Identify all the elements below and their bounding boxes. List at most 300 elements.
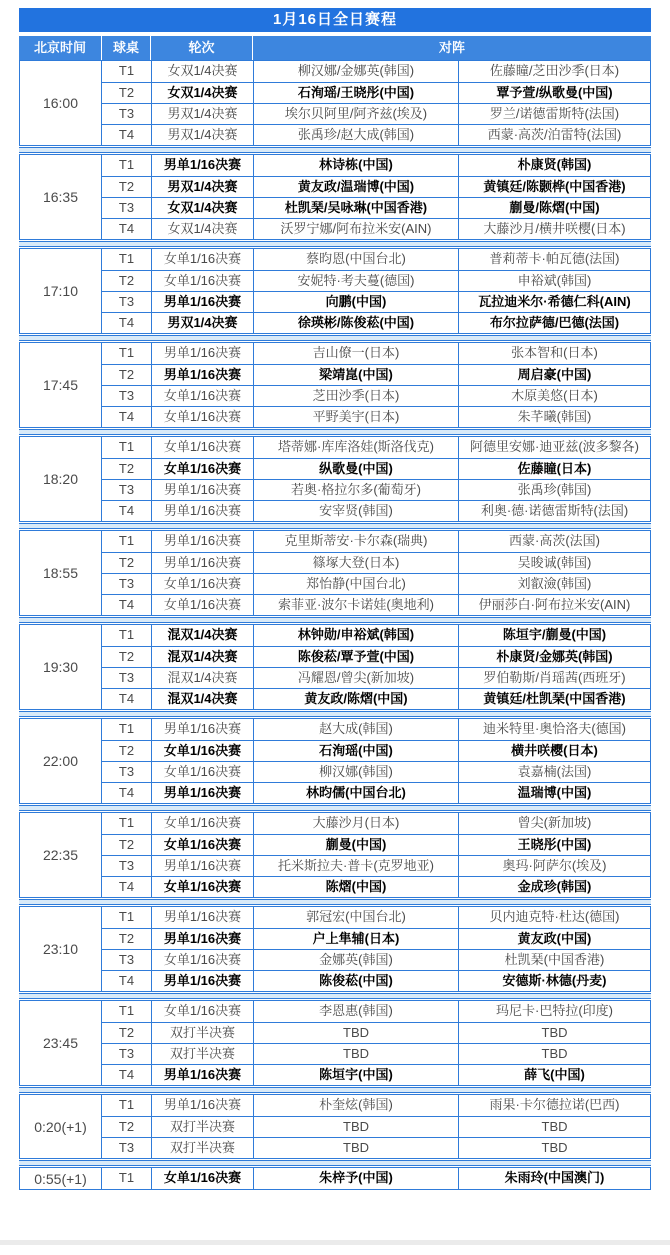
table-cell: T3 — [118, 294, 135, 309]
col-header-matchup: 对阵 — [252, 36, 651, 60]
table-cell: T3 — [118, 482, 135, 497]
match-row — [102, 907, 650, 928]
time-cell: 19:30 — [20, 625, 102, 709]
match-row — [102, 1168, 650, 1189]
match-row — [102, 291, 650, 312]
player2-cell: 普莉蒂卡·帕瓦德(法国) — [458, 249, 650, 270]
player2-cell: 周启豪(中国) — [458, 365, 650, 385]
player2-cell: 蒯曼/陈熠(中国) — [458, 198, 650, 218]
time-cell: 0:20(+1) — [20, 1095, 102, 1158]
match-row — [102, 155, 650, 176]
block-rows — [102, 343, 650, 427]
match-row — [102, 646, 650, 667]
player2-cell: 罗兰/诺德雷斯特(法国) — [458, 104, 650, 124]
player2-cell: 刘叡澰(韩国) — [458, 574, 650, 594]
table-cell: T4 — [118, 503, 135, 518]
player2-cell: 西蒙·高茨(法国) — [458, 531, 650, 552]
time-cell: 23:10 — [20, 907, 102, 991]
column-header-row — [19, 36, 651, 60]
player2-cell: 横井咲樱(日本) — [458, 741, 650, 761]
player1-cell: 朴奎炫(韩国) — [253, 1095, 458, 1116]
table-cell: T3 — [118, 200, 135, 215]
match-row — [102, 552, 650, 573]
player1-cell: 金娜英(韩国) — [253, 950, 458, 970]
match-row — [102, 688, 650, 709]
round-cell: 男单1/16决赛 — [151, 1065, 253, 1085]
round-cell: 女单1/16决赛 — [151, 950, 253, 970]
table-cell: T2 — [118, 85, 135, 100]
time-block — [19, 624, 651, 710]
player1-cell: 托米斯拉夫·普卡(克罗地亚) — [253, 856, 458, 876]
table-cell: T4 — [118, 409, 135, 424]
match-row — [102, 218, 650, 239]
match-row — [102, 855, 650, 876]
match-row — [102, 970, 650, 991]
round-cell: 女单1/16决赛 — [151, 595, 253, 615]
round-cell: 男双1/4决赛 — [151, 125, 253, 145]
player1-cell: 塔蒂娜·库库洛娃(斯洛伐克) — [253, 437, 458, 458]
round-cell: 男单1/16决赛 — [151, 907, 253, 928]
player2-cell: 朱芊曦(韩国) — [458, 407, 650, 427]
table-cell: T1 — [118, 721, 135, 736]
match-row — [102, 1137, 650, 1158]
player2-cell: 黄友政(中国) — [458, 929, 650, 949]
round-cell: 男单1/16决赛 — [151, 971, 253, 991]
player1-cell: 黄友政/温瑞博(中国) — [253, 177, 458, 197]
match-row — [102, 343, 650, 364]
round-cell: 女双1/4决赛 — [151, 219, 253, 239]
round-cell: 男单1/16决赛 — [151, 719, 253, 740]
block-rows — [102, 1168, 650, 1189]
table-cell: T4 — [118, 785, 135, 800]
player1-cell: 芝田沙季(日本) — [253, 386, 458, 406]
player2-cell: 安德斯·林德(丹麦) — [458, 971, 650, 991]
table-cell: T2 — [118, 179, 135, 194]
match-row — [102, 740, 650, 761]
player2-cell: 迪米特里·奥恰洛夫(德国) — [458, 719, 650, 740]
round-cell: 女单1/16决赛 — [151, 813, 253, 834]
table-cell: T2 — [118, 1025, 135, 1040]
match-row — [102, 1001, 650, 1022]
match-row — [102, 364, 650, 385]
table-cell: T2 — [118, 1119, 135, 1134]
player2-cell: 阿德里安娜·迪亚兹(波多黎各) — [458, 437, 650, 458]
time-block — [19, 248, 651, 334]
round-cell: 女单1/16决赛 — [151, 459, 253, 479]
player2-cell: 佐藤瞳/芝田沙季(日本) — [458, 61, 650, 82]
round-cell: 男单1/16决赛 — [151, 553, 253, 573]
player1-cell: 李恩惠(韩国) — [253, 1001, 458, 1022]
player1-cell: 陈俊菘(中国) — [253, 971, 458, 991]
round-cell: 男双1/4决赛 — [151, 104, 253, 124]
player2-cell: 瓦拉迪米尔·希德仁科(AIN) — [458, 292, 650, 312]
player2-cell: 大藤沙月/横井咲樱(日本) — [458, 219, 650, 239]
match-row — [102, 719, 650, 740]
block-rows — [102, 813, 650, 897]
col-header-round: 轮次 — [150, 36, 252, 60]
time-block — [19, 812, 651, 898]
player2-cell: 黄镇廷/杜凯琹(中国香港) — [458, 689, 650, 709]
match-row — [102, 406, 650, 427]
player2-cell: 吴晙诚(韩国) — [458, 553, 650, 573]
player1-cell: 石洵瑶(中国) — [253, 741, 458, 761]
round-cell: 男单1/16决赛 — [151, 929, 253, 949]
player1-cell: 朱梓予(中国) — [253, 1168, 458, 1189]
player2-cell: 朴康贤(韩国) — [458, 155, 650, 176]
table-cell: T4 — [118, 973, 135, 988]
match-row — [102, 949, 650, 970]
block-rows — [102, 531, 650, 615]
match-row — [102, 312, 650, 333]
player1-cell: 安妮特·考夫蔓(德国) — [253, 271, 458, 291]
block-separator — [19, 993, 651, 999]
player2-cell: 西蒙·高茨/泊雷特(法国) — [458, 125, 650, 145]
table-cell: T1 — [118, 533, 135, 548]
table-cell: T3 — [118, 670, 135, 685]
table-cell: T1 — [118, 439, 135, 454]
player1-cell: 平野美宇(日本) — [253, 407, 458, 427]
player2-cell: 温瑞博(中国) — [458, 783, 650, 803]
table-cell: T1 — [118, 909, 135, 924]
player1-cell: 石洵瑶/王晓彤(中国) — [253, 83, 458, 103]
match-row — [102, 667, 650, 688]
player2-cell: 金成珍(韩国) — [458, 877, 650, 897]
table-cell: T1 — [118, 63, 135, 78]
match-row — [102, 176, 650, 197]
player1-cell: 若奥·格拉尔多(葡萄牙) — [253, 480, 458, 500]
time-block — [19, 1167, 651, 1190]
table-cell: T4 — [118, 315, 135, 330]
round-cell: 混双1/4决赛 — [151, 668, 253, 688]
player1-cell: 吉山僚一(日本) — [253, 343, 458, 364]
time-block — [19, 906, 651, 992]
player1-cell: 黄友政/陈熠(中国) — [253, 689, 458, 709]
time-cell: 16:00 — [20, 61, 102, 145]
player2-cell: 玛尼卡·巴特拉(印度) — [458, 1001, 650, 1022]
player1-cell: 陈熠(中国) — [253, 877, 458, 897]
match-row — [102, 437, 650, 458]
match-row — [102, 531, 650, 552]
block-separator — [19, 429, 651, 435]
table-cell: T4 — [118, 879, 135, 894]
player2-cell: 申裕斌(韩国) — [458, 271, 650, 291]
table-cell: T1 — [118, 1003, 135, 1018]
player1-cell: 安宰贤(韩国) — [253, 501, 458, 521]
block-rows — [102, 437, 650, 521]
block-separator — [19, 1160, 651, 1166]
match-row — [102, 500, 650, 521]
time-block — [19, 1000, 651, 1086]
time-cell: 16:35 — [20, 155, 102, 239]
player1-cell: 纵歌曼(中国) — [253, 459, 458, 479]
match-row — [102, 103, 650, 124]
player2-cell: 雨果·卡尔德拉诺(巴西) — [458, 1095, 650, 1116]
round-cell: 女单1/16决赛 — [151, 762, 253, 782]
block-rows — [102, 1001, 650, 1085]
match-row — [102, 928, 650, 949]
player1-cell: 梁靖崑(中国) — [253, 365, 458, 385]
match-row — [102, 625, 650, 646]
match-row — [102, 249, 650, 270]
table-cell: T3 — [118, 1046, 135, 1061]
player2-cell: 朴康贤/金娜英(韩国) — [458, 647, 650, 667]
player1-cell: 林钟勋/申裕斌(韩国) — [253, 625, 458, 646]
table-cell: T4 — [118, 1067, 135, 1082]
block-separator — [19, 241, 651, 247]
time-cell: 0:55(+1) — [20, 1168, 102, 1189]
round-cell: 男双1/4决赛 — [151, 177, 253, 197]
col-header-table: 球桌 — [101, 36, 150, 60]
schedule-body — [19, 60, 651, 1190]
block-rows — [102, 719, 650, 803]
table-cell: T1 — [118, 627, 135, 642]
time-cell: 23:45 — [20, 1001, 102, 1085]
player1-cell: 篠塚大登(日本) — [253, 553, 458, 573]
match-row — [102, 458, 650, 479]
player1-cell: 沃罗宁娜/阿布拉米安(AIN) — [253, 219, 458, 239]
round-cell: 女单1/16决赛 — [151, 835, 253, 855]
player1-cell: 赵大成(韩国) — [253, 719, 458, 740]
player2-cell: TBD — [458, 1044, 650, 1064]
time-block — [19, 60, 651, 146]
player1-cell: TBD — [253, 1044, 458, 1064]
round-cell: 女单1/16决赛 — [151, 741, 253, 761]
player1-cell: 克里斯蒂安·卡尔森(瑞典) — [253, 531, 458, 552]
player1-cell: 大藤沙月(日本) — [253, 813, 458, 834]
match-row — [102, 385, 650, 406]
table-cell: T1 — [118, 815, 135, 830]
round-cell: 女单1/16决赛 — [151, 877, 253, 897]
round-cell: 男单1/16决赛 — [151, 365, 253, 385]
player1-cell: 郭冠宏(中国台北) — [253, 907, 458, 928]
round-cell: 男单1/16决赛 — [151, 343, 253, 364]
block-separator — [19, 805, 651, 811]
time-block — [19, 342, 651, 428]
player2-cell: 张本智和(日本) — [458, 343, 650, 364]
table-cell: T1 — [118, 157, 135, 172]
col-header-time: 北京时间 — [33, 40, 86, 55]
match-row — [102, 479, 650, 500]
round-cell: 双打半决赛 — [151, 1138, 253, 1158]
match-row — [102, 594, 650, 615]
player2-cell: TBD — [458, 1138, 650, 1158]
player1-cell: 陈垣宇(中国) — [253, 1065, 458, 1085]
table-cell: T4 — [118, 691, 135, 706]
player1-cell: 陈俊菘/覃予萱(中国) — [253, 647, 458, 667]
block-separator — [19, 523, 651, 529]
match-row — [102, 124, 650, 145]
round-cell: 女单1/16决赛 — [151, 1168, 253, 1189]
round-cell: 男单1/16决赛 — [151, 155, 253, 176]
player2-cell: 罗伯勒斯/肖瑶茜(西班牙) — [458, 668, 650, 688]
player1-cell: 杜凯琹/吴咏琳(中国香港) — [253, 198, 458, 218]
round-cell: 男双1/4决赛 — [151, 313, 253, 333]
round-cell: 女单1/16决赛 — [151, 271, 253, 291]
player2-cell: 王晓彤(中国) — [458, 835, 650, 855]
player2-cell: 袁嘉楠(法国) — [458, 762, 650, 782]
match-row — [102, 1116, 650, 1137]
table-cell: T3 — [118, 764, 135, 779]
player1-cell: 索菲亚·波尔卡诺娃(奥地利) — [253, 595, 458, 615]
block-separator — [19, 899, 651, 905]
table-cell: T2 — [118, 555, 135, 570]
player2-cell: 利奥·德·诺德雷斯特(法国) — [458, 501, 650, 521]
time-cell: 18:55 — [20, 531, 102, 615]
table-cell: T2 — [118, 273, 135, 288]
player1-cell: 蔡昀恩(中国台北) — [253, 249, 458, 270]
player2-cell: 陈垣宇/蒯曼(中国) — [458, 625, 650, 646]
player1-cell: 向鹏(中国) — [253, 292, 458, 312]
player1-cell: 林诗栋(中国) — [253, 155, 458, 176]
match-row — [102, 876, 650, 897]
time-cell: 17:10 — [20, 249, 102, 333]
match-row — [102, 782, 650, 803]
match-row — [102, 270, 650, 291]
player2-cell: 木原美悠(日本) — [458, 386, 650, 406]
round-cell: 双打半决赛 — [151, 1044, 253, 1064]
table-cell: T1 — [118, 1097, 135, 1112]
block-rows — [102, 1095, 650, 1158]
player1-cell: 冯耀恩/曾尖(新加坡) — [253, 668, 458, 688]
table-cell: T1 — [118, 1170, 135, 1185]
table-cell: T4 — [118, 221, 135, 236]
round-cell: 女双1/4决赛 — [151, 61, 253, 82]
table-cell: T3 — [118, 1140, 135, 1155]
round-cell: 女双1/4决赛 — [151, 198, 253, 218]
player1-cell: 张禹珍/赵大成(韩国) — [253, 125, 458, 145]
page-bottom-divider — [0, 1240, 670, 1245]
time-block — [19, 530, 651, 616]
player2-cell: 张禹珍(韩国) — [458, 480, 650, 500]
table-cell: T2 — [118, 931, 135, 946]
block-separator — [19, 617, 651, 623]
match-row — [102, 1064, 650, 1085]
table-cell: T3 — [118, 952, 135, 967]
round-cell: 混双1/4决赛 — [151, 625, 253, 646]
table-cell: T2 — [118, 649, 135, 664]
round-cell: 女单1/16决赛 — [151, 574, 253, 594]
block-rows — [102, 907, 650, 991]
match-row — [102, 197, 650, 218]
round-cell: 男单1/16决赛 — [151, 856, 253, 876]
round-cell: 女双1/4决赛 — [151, 83, 253, 103]
match-row — [102, 61, 650, 82]
match-row — [102, 1095, 650, 1116]
player2-cell: 薛飞(中国) — [458, 1065, 650, 1085]
player2-cell: 佐藤瞳(日本) — [458, 459, 650, 479]
round-cell: 男单1/16决赛 — [151, 501, 253, 521]
player1-cell: 郑怡静(中国台北) — [253, 574, 458, 594]
player1-cell: TBD — [253, 1117, 458, 1137]
player2-cell: 覃予萱/纵歌曼(中国) — [458, 83, 650, 103]
player1-cell: 蒯曼(中国) — [253, 835, 458, 855]
table-cell: T2 — [118, 837, 135, 852]
match-row — [102, 82, 650, 103]
player1-cell: TBD — [253, 1023, 458, 1043]
round-cell: 双打半决赛 — [151, 1023, 253, 1043]
time-cell: 18:20 — [20, 437, 102, 521]
round-cell: 女单1/16决赛 — [151, 249, 253, 270]
round-cell: 女单1/16决赛 — [151, 437, 253, 458]
block-separator — [19, 335, 651, 341]
round-cell: 女单1/16决赛 — [151, 407, 253, 427]
time-block — [19, 436, 651, 522]
block-rows — [102, 61, 650, 145]
player2-cell: 贝内迪克特·杜达(德国) — [458, 907, 650, 928]
player2-cell: 布尔拉萨德/巴德(法国) — [458, 313, 650, 333]
player1-cell: 柳汉娜(韩国) — [253, 762, 458, 782]
block-separator — [19, 147, 651, 153]
player2-cell: 杜凯琹(中国香港) — [458, 950, 650, 970]
match-row — [102, 1022, 650, 1043]
table-cell: T2 — [118, 461, 135, 476]
player2-cell: 曾尖(新加坡) — [458, 813, 650, 834]
round-cell: 男单1/16决赛 — [151, 1095, 253, 1116]
match-row — [102, 834, 650, 855]
round-cell: 混双1/4决赛 — [151, 689, 253, 709]
player1-cell: 徐瑛彬/陈俊菘(中国) — [253, 313, 458, 333]
table-cell: T3 — [118, 576, 135, 591]
round-cell: 女单1/16决赛 — [151, 386, 253, 406]
block-rows — [102, 625, 650, 709]
block-rows — [102, 249, 650, 333]
player2-cell: TBD — [458, 1023, 650, 1043]
player2-cell: 朱雨玲(中国澳门) — [458, 1168, 650, 1189]
time-block — [19, 154, 651, 240]
round-cell: 男单1/16决赛 — [151, 783, 253, 803]
time-cell: 22:00 — [20, 719, 102, 803]
table-cell: T3 — [118, 858, 135, 873]
round-cell: 男单1/16决赛 — [151, 531, 253, 552]
table-cell: T1 — [118, 251, 135, 266]
round-cell: 双打半决赛 — [151, 1117, 253, 1137]
table-cell: T1 — [118, 345, 135, 360]
round-cell: 男单1/16决赛 — [151, 292, 253, 312]
table-cell: T2 — [118, 743, 135, 758]
player2-cell: 奥玛·阿萨尔(埃及) — [458, 856, 650, 876]
table-cell: T3 — [118, 388, 135, 403]
table-cell: T3 — [118, 106, 135, 121]
player1-cell: 埃尔贝阿里/阿齐兹(埃及) — [253, 104, 458, 124]
time-block — [19, 718, 651, 804]
block-separator — [19, 711, 651, 717]
player2-cell: 黄镇廷/陈颢桦(中国香港) — [458, 177, 650, 197]
player2-cell: 伊丽莎白·阿布拉米安(AIN) — [458, 595, 650, 615]
round-cell: 男单1/16决赛 — [151, 480, 253, 500]
time-block — [19, 1094, 651, 1159]
time-cell: 17:45 — [20, 343, 102, 427]
match-row — [102, 813, 650, 834]
table-cell: T4 — [118, 127, 135, 142]
block-rows — [102, 155, 650, 239]
time-cell: 22:35 — [20, 813, 102, 897]
page-title: 1月16日全日赛程 — [19, 8, 651, 32]
round-cell: 混双1/4决赛 — [151, 647, 253, 667]
match-row — [102, 573, 650, 594]
player1-cell: 柳汉娜/金娜英(韩国) — [253, 61, 458, 82]
player1-cell: 林昀儒(中国台北) — [253, 783, 458, 803]
match-row — [102, 761, 650, 782]
table-cell: T2 — [118, 367, 135, 382]
player1-cell: 户上隼辅(日本) — [253, 929, 458, 949]
player2-cell: TBD — [458, 1117, 650, 1137]
player1-cell: TBD — [253, 1138, 458, 1158]
table-cell: T4 — [118, 597, 135, 612]
schedule-card — [19, 8, 651, 1190]
block-separator — [19, 1087, 651, 1093]
round-cell: 女单1/16决赛 — [151, 1001, 253, 1022]
match-row — [102, 1043, 650, 1064]
